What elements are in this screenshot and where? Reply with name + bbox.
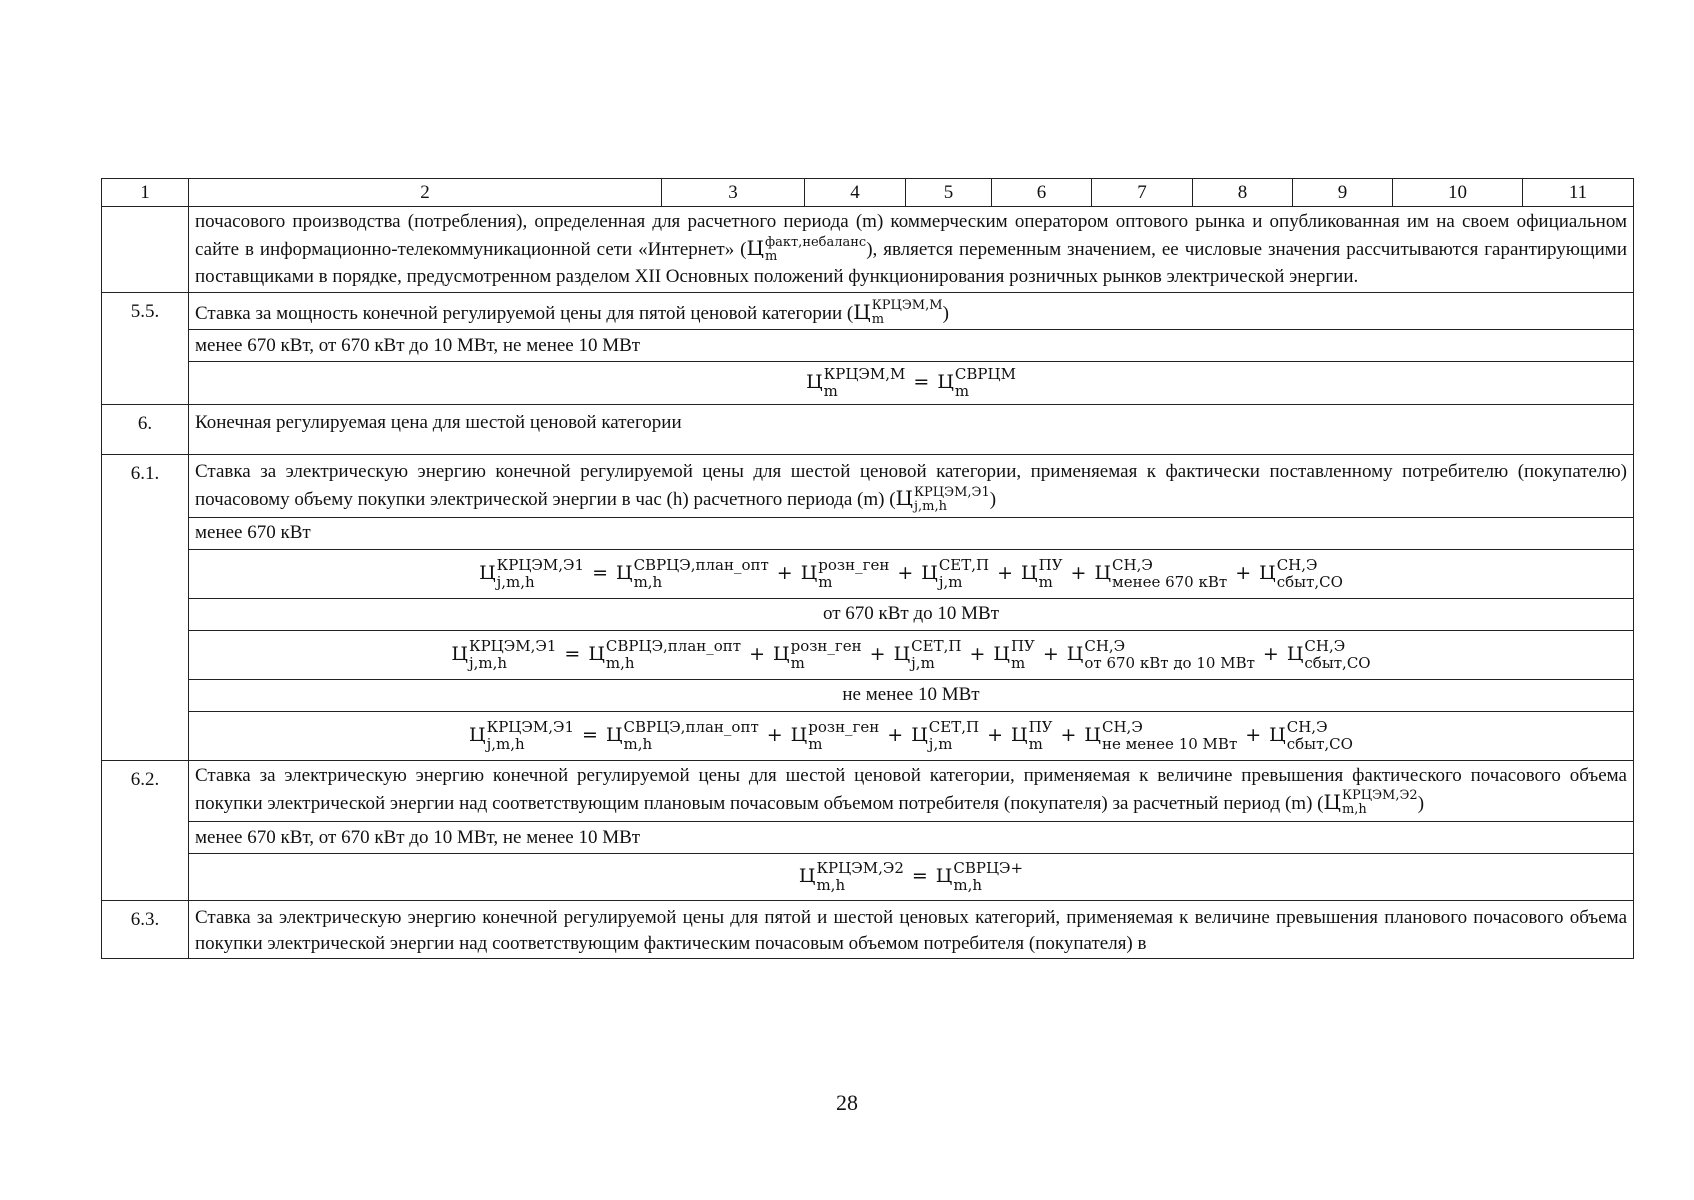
column-number: 4 [805, 179, 906, 207]
formula-operator: + [969, 642, 986, 665]
price-symbol [746, 235, 866, 264]
item-description: Ставка за электрическую энергию конечной регулируемой цены для пятой и шестой ценовых категорий, применяемая к величине превышения планового почасового объема покупки электрической энергии над соответствующим фактическим почасовым объемом потребителя (покупателя) в [189, 901, 1634, 959]
formula-term [937, 366, 1016, 400]
symbol-superscript: СЕТ,П [928, 717, 980, 736]
column-number: 8 [1193, 179, 1293, 207]
formula-term [921, 557, 989, 591]
symbol-subscript: сбыт,СО [1304, 653, 1371, 672]
symbol-base: Ц [853, 299, 871, 324]
symbol-subscript: j,m [911, 653, 935, 672]
tariff-table [101, 178, 1634, 959]
symbol-superscript: СН,Э [1286, 717, 1328, 736]
symbol-superscript: СН,Э [1084, 636, 1126, 655]
table-row [102, 679, 1634, 711]
symbol-superscript: СН,Э [1276, 555, 1318, 574]
symbol-subscript: m [818, 572, 833, 591]
symbol-base: Ц [1269, 723, 1286, 746]
symbol-superscript: СВРЦЭ,план_опт [605, 636, 742, 655]
symbol-base: Ц [1094, 561, 1112, 584]
item-number-cell [102, 207, 189, 293]
formula-term [993, 638, 1035, 672]
symbol-base: Ц [1011, 723, 1028, 746]
symbol-subscript: m [871, 312, 885, 327]
formula-operator: + [1060, 723, 1077, 746]
symbol-base: Ц [605, 723, 623, 746]
symbol-base: Ц [615, 561, 633, 584]
formula-operator: = [564, 642, 581, 665]
item-number: 6. [102, 405, 189, 455]
column-number: 7 [1092, 179, 1193, 207]
table-row [102, 630, 1634, 679]
formula-term [799, 860, 904, 894]
description-text: почасового производства (потребления), определенная для расчетного периода (m) коммерческим оператором оптового рынка и опубликованная им на своем официальном сайте в информационно-телекоммуникационной сети «Интернет» ( [195, 211, 1627, 260]
symbol-superscript: СН,Э [1112, 555, 1153, 574]
symbol-subscript: m [764, 248, 778, 264]
symbol-superscript: ПУ [1038, 555, 1063, 574]
symbol-subscript: m [823, 382, 838, 400]
formula-term [1287, 638, 1371, 672]
column-number: 10 [1393, 179, 1523, 207]
formula-operator: = [913, 371, 930, 393]
symbol-subscript: m,h [605, 653, 635, 672]
formula-operator: + [1262, 642, 1279, 665]
symbol-subscript: j,m,h [496, 572, 535, 591]
item-description [189, 760, 1634, 822]
symbol-subscript: m [1028, 734, 1043, 753]
symbol-superscript: СН,Э [1304, 636, 1346, 655]
formula-term [588, 638, 741, 672]
formula-operator: + [887, 723, 904, 746]
symbol-subscript: m [790, 653, 805, 672]
symbol-base: Ц [1323, 789, 1341, 814]
symbol-superscript: КРЦЭМ,Э2 [816, 859, 904, 877]
item-number: 6.3. [102, 901, 189, 959]
description-text: Ставка за электрическую энергию конечной регулируемой цены для шестой ценовой категории, применяемая к величине превышения фактического почасового объема покупки электрической энергии над соответствующим плановым почасовым объемом потребителя (покупателя) за расчетный период (m) ( [195, 764, 1627, 814]
item-number: 6.1. [102, 455, 189, 761]
page-number: 28 [836, 1090, 858, 1115]
symbol-superscript: КРЦЭМ,Э1 [486, 717, 575, 736]
symbol-superscript: СЕТ,П [911, 636, 962, 655]
table-row [102, 517, 1634, 549]
symbol-subscript: m,h [633, 572, 663, 591]
formula-term [1094, 557, 1227, 591]
symbol-base: Ц [1066, 642, 1084, 665]
formula-term [1067, 638, 1255, 672]
symbol-superscript: СВРЦЭ+ [953, 859, 1024, 877]
symbol-superscript: розн_ген [818, 555, 890, 574]
table-row [102, 362, 1634, 405]
capacity-condition: менее 670 кВт, от 670 кВт до 10 МВт, не менее 10 МВт [189, 330, 1634, 362]
formula-term [1259, 557, 1343, 591]
table-row [102, 760, 1634, 822]
symbol-base: Ц [588, 642, 605, 665]
symbol-subscript: j,m [938, 572, 963, 591]
item-number: 6.2. [102, 760, 189, 901]
symbol-base: Ц [895, 486, 913, 510]
capacity-condition: от 670 кВт до 10 МВт [189, 598, 1634, 630]
symbol-subscript: j,m,h [486, 734, 525, 753]
symbol-subscript: j,m [928, 734, 953, 753]
symbol-superscript: КРЦЭМ,Э1 [496, 555, 585, 574]
column-number: 2 [189, 179, 662, 207]
symbol-base: Ц [806, 371, 823, 393]
symbol-subscript: m,h [623, 734, 653, 753]
symbol-subscript: m,h [1341, 802, 1367, 817]
symbol-superscript: факт,небаланс [764, 234, 867, 250]
table-row [102, 330, 1634, 362]
symbol-base: Ц [935, 865, 953, 887]
symbol-base: Ц [1021, 561, 1038, 584]
symbol-superscript: КРЦЭМ,М [823, 365, 906, 383]
column-number: 6 [992, 179, 1092, 207]
symbol-base: Ц [773, 642, 790, 665]
formula-operator: + [1245, 723, 1262, 746]
table-row [102, 854, 1634, 901]
symbol-superscript: СВРЦМ [954, 365, 1016, 383]
formula-operator: = [592, 561, 608, 584]
symbol-base: Ц [746, 236, 764, 260]
symbol-base: Ц [790, 723, 808, 746]
item-description [189, 455, 1634, 518]
symbol-superscript: КРЦЭМ,Э1 [468, 636, 557, 655]
description-text: ) [989, 489, 997, 510]
item-description: Конечная регулируемая цена для шестой ценовой категории [189, 405, 1634, 455]
formula-term [773, 638, 862, 672]
symbol-superscript: СН,Э [1102, 717, 1143, 736]
formula-operator: + [1235, 561, 1252, 584]
symbol-base: Ц [800, 561, 818, 584]
formula [189, 854, 1634, 901]
formula-operator: + [776, 561, 793, 584]
formula-operator: + [897, 561, 914, 584]
price-symbol [1323, 789, 1417, 818]
formula-term [1011, 719, 1053, 753]
symbol-subscript: j,m,h [468, 653, 508, 672]
formula-operator: + [1070, 561, 1087, 584]
formula [189, 630, 1634, 679]
formula-term [1269, 719, 1353, 753]
column-number-header-row [102, 179, 1634, 207]
item-description [189, 207, 1634, 293]
symbol-subscript: сбыт,СО [1276, 572, 1343, 591]
price-symbol [896, 485, 990, 514]
symbol-base: Ц [469, 723, 486, 746]
symbol-base: Ц [893, 642, 911, 665]
column-number: 3 [662, 179, 805, 207]
formula-term [1084, 719, 1237, 753]
symbol-superscript: СВРЦЭ,план_опт [633, 555, 769, 574]
capacity-condition: менее 670 кВт [189, 517, 1634, 549]
formula-term [451, 638, 556, 672]
formula-term [606, 719, 759, 753]
formula-operator: + [1042, 642, 1059, 665]
symbol-superscript: розн_ген [808, 717, 880, 736]
formula-term [936, 860, 1023, 894]
symbol-base: Ц [1084, 723, 1101, 746]
symbol-subscript: не менее 10 МВт [1102, 734, 1238, 753]
symbol-subscript: m,h [816, 876, 846, 894]
formula-term [791, 719, 880, 753]
table-row [102, 549, 1634, 598]
formula-operator: + [997, 561, 1014, 584]
symbol-superscript: ПУ [1010, 636, 1035, 655]
formula-operator: + [869, 642, 886, 665]
symbol-superscript: розн_ген [790, 636, 862, 655]
symbol-superscript: СЕТ,П [938, 555, 990, 574]
description-text: ), является переменным значением, ее числовые значения рассчитываются гарантирующими поставщиками в порядке, предусмотренном разделом XII Основных положений функционирования розничных рынков электрической энергии. [195, 239, 1627, 287]
table-row [102, 405, 1634, 455]
table-row [102, 711, 1634, 760]
symbol-subscript: от 670 кВт до 10 МВт [1084, 653, 1255, 672]
symbol-subscript: сбыт,СО [1286, 734, 1353, 753]
description-text: ) [1417, 792, 1425, 814]
symbol-base: Ц [937, 371, 954, 393]
description-text: Ставка за электрическую энергию конечной регулируемой цены для шестой ценовой категории, применяемая к фактически поставленному потребителю (покупателю) почасовому объему покупки электрической энергии в час (h) расчетного периода (m) ( [195, 461, 1627, 510]
table-row [102, 207, 1634, 293]
table-row [102, 455, 1634, 518]
item-number: 5.5. [102, 292, 189, 405]
symbol-base: Ц [451, 642, 468, 665]
symbol-subscript: m [1038, 572, 1053, 591]
symbol-superscript: СВРЦЭ,план_опт [623, 717, 759, 736]
table-row [102, 822, 1634, 854]
symbol-superscript: КРЦЭМ,Э2 [1341, 788, 1418, 803]
symbol-base: Ц [1259, 561, 1276, 584]
symbol-base: Ц [798, 865, 816, 887]
formula-term [801, 557, 890, 591]
formula-operator: + [766, 723, 783, 746]
symbol-base: Ц [993, 642, 1010, 665]
formula-term [616, 557, 769, 591]
formula-term [806, 366, 905, 400]
symbol-superscript: КРЦЭМ,Э1 [914, 484, 990, 500]
formula-operator: + [749, 642, 766, 665]
symbol-subscript: m [954, 382, 970, 400]
formula-operator: = [911, 865, 928, 887]
formula [189, 362, 1634, 405]
formula-term [479, 557, 584, 591]
formula-operator: + [987, 723, 1003, 746]
symbol-base: Ц [1286, 642, 1304, 665]
column-number: 11 [1523, 179, 1634, 207]
formula-term [469, 719, 574, 753]
column-number: 1 [102, 179, 189, 207]
formula-term [1021, 557, 1063, 591]
formula-term [894, 638, 962, 672]
symbol-superscript: КРЦЭМ,М [871, 298, 943, 313]
table-row [102, 901, 1634, 959]
description-text: ) [942, 302, 949, 324]
description-text: Ставка за мощность конечной регулируемой цены для пятой ценовой категории ( [195, 302, 854, 324]
column-number: 5 [906, 179, 992, 207]
column-number: 9 [1293, 179, 1393, 207]
symbol-base: Ц [479, 561, 496, 584]
formula-term [911, 719, 979, 753]
symbol-subscript: m,h [953, 876, 983, 894]
capacity-condition: менее 670 кВт, от 670 кВт до 10 МВт, не менее 10 МВт [189, 822, 1634, 854]
symbol-superscript: ПУ [1028, 717, 1053, 736]
formula [189, 711, 1634, 760]
table-row [102, 292, 1634, 330]
capacity-condition: не менее 10 МВт [189, 679, 1634, 711]
symbol-base: Ц [921, 561, 938, 584]
symbol-subscript: m [1010, 653, 1026, 672]
symbol-subscript: j,m,h [914, 498, 947, 514]
symbol-subscript: m [808, 734, 823, 753]
formula-operator: = [582, 723, 598, 746]
symbol-base: Ц [911, 723, 928, 746]
table-row [102, 598, 1634, 630]
symbol-subscript: менее 670 кВт [1112, 572, 1228, 591]
formula [189, 549, 1634, 598]
item-description [189, 292, 1634, 330]
price-symbol [853, 299, 942, 328]
